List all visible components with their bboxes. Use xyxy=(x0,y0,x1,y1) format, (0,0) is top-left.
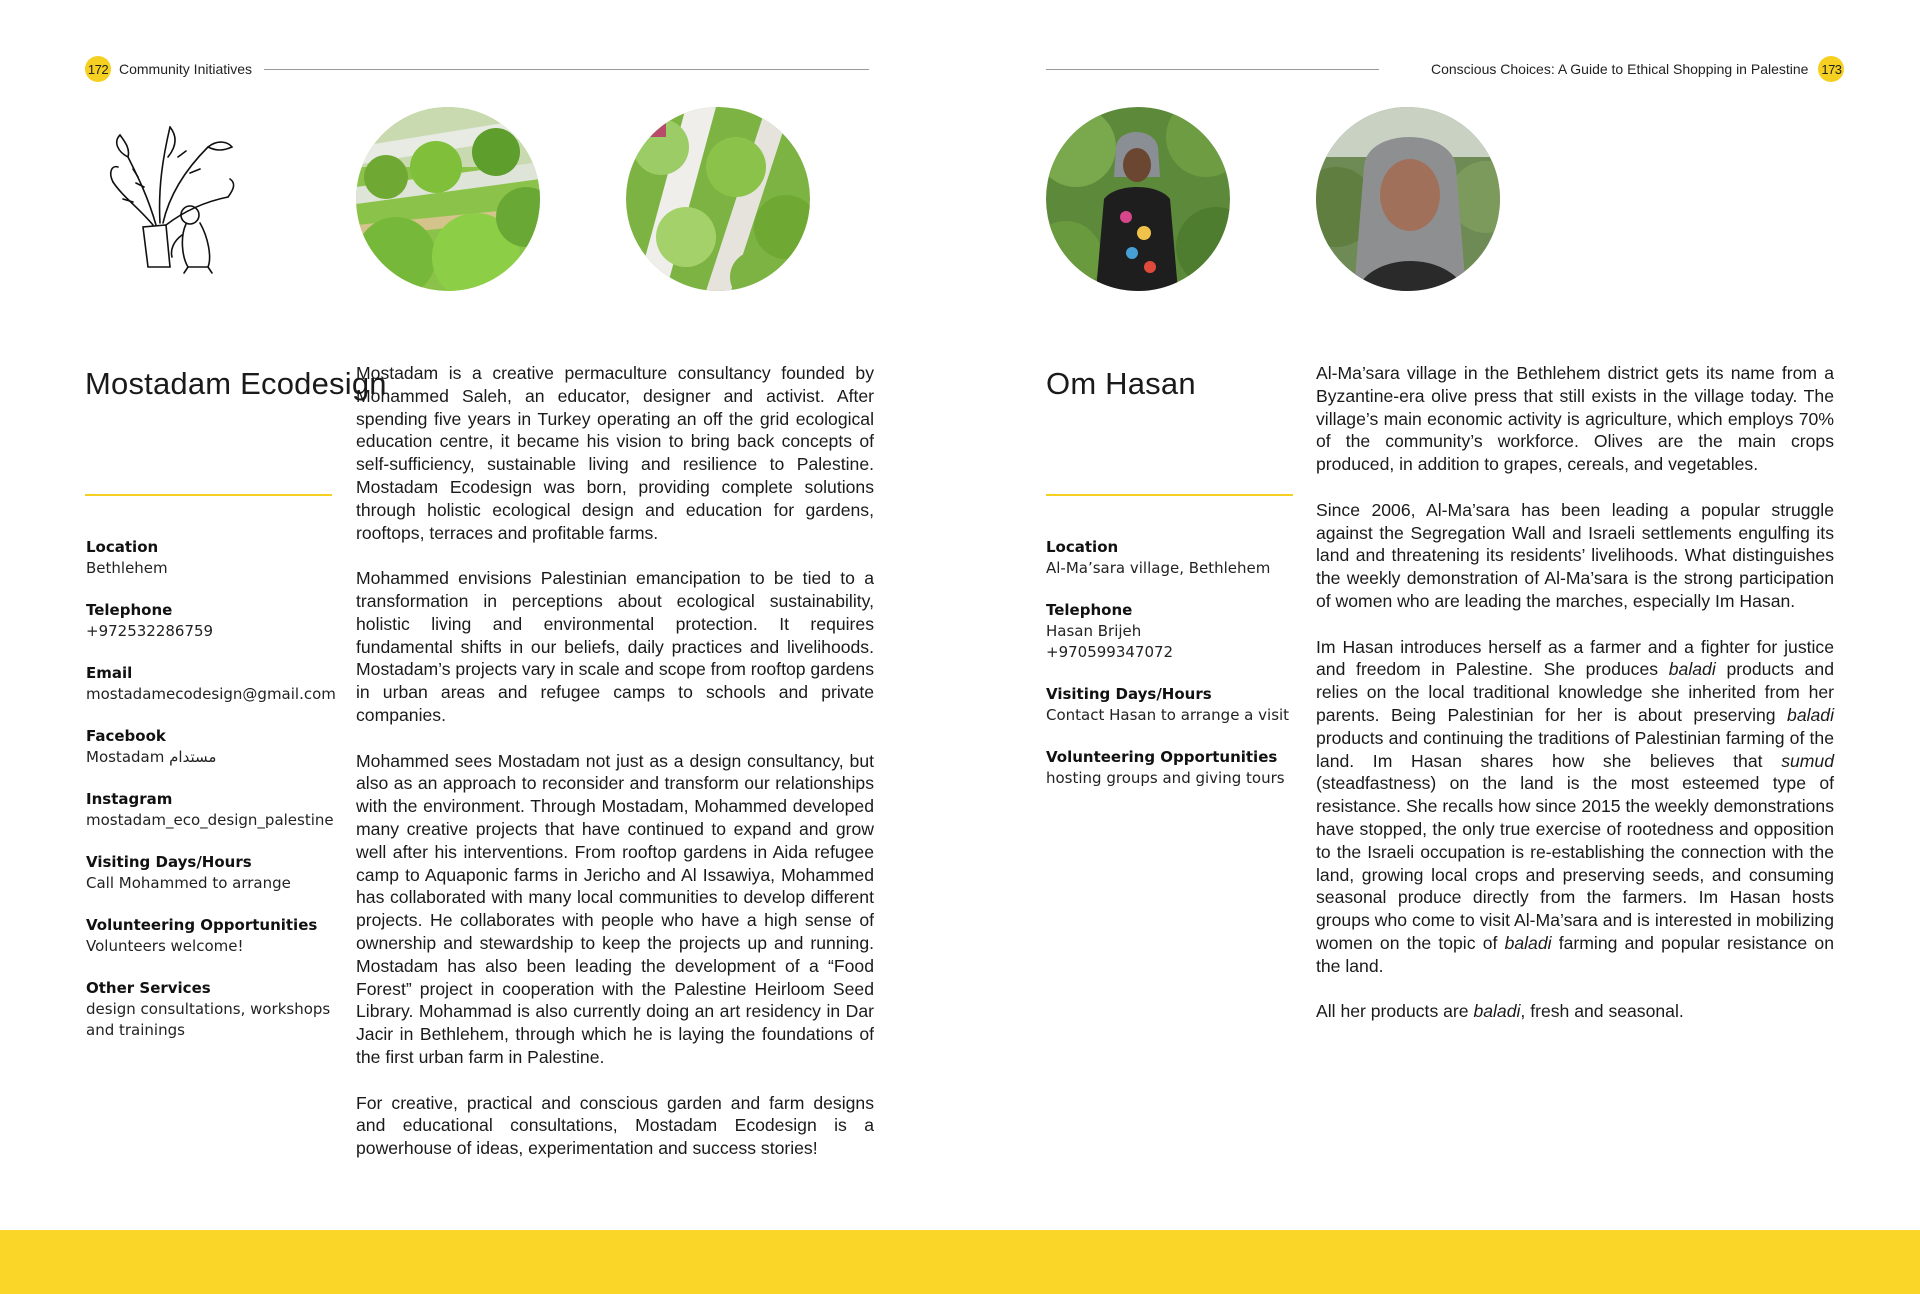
page-title: Mostadam Ecodesign xyxy=(85,366,387,401)
page-title: Om Hasan xyxy=(1046,366,1196,401)
info-label: Other Services xyxy=(86,979,211,997)
info-value: +972532286759 xyxy=(86,622,214,640)
info-block-telephone xyxy=(86,600,336,642)
italic-term: sumud xyxy=(1781,750,1834,771)
body-paragraph: Mostadam is a creative permaculture consultancy founded by Mohammed Saleh, an educator, designer and activist. After spending five years in Turkey operating an off the grid ecological education centre, it became his vision to bring back concepts of self-sufficiency, sustainable living and resilience to Palestine. Mostadam Ecodesign was born, providing complete solutions through holistic ecological design and education for gardens, rooftops, terraces and profitable farms. xyxy=(356,363,874,543)
left-header xyxy=(85,56,869,82)
text-run: products and relies on the local traditional knowledge she inherited from her parents. Being Palestinian for her is about preserving xyxy=(1316,659,1834,725)
info-label: Telephone xyxy=(86,601,173,619)
info-value: hosting groups and giving tours xyxy=(1046,769,1285,787)
text-run: farming and popular resistance on the land. xyxy=(1316,932,1834,976)
plant-figure-illustration xyxy=(108,117,238,279)
page-number-badge: 173 xyxy=(1818,56,1844,82)
info-value: mostadam_eco_design_palestine xyxy=(86,811,334,829)
running-title: Community Initiatives xyxy=(119,61,253,77)
info-value: Volunteers welcome! xyxy=(86,937,244,955)
right-header xyxy=(1046,56,1844,82)
text-run: All her products are xyxy=(1316,1001,1474,1022)
aquaponic-lettuce-photo xyxy=(356,107,540,291)
info-label: Location xyxy=(86,538,159,556)
info-value: Hasan Brijeh +970599347072 xyxy=(1046,622,1174,661)
info-block-visiting-hours xyxy=(1046,684,1296,726)
info-label: Location xyxy=(1046,538,1119,556)
info-label: Instagram xyxy=(86,790,173,808)
article-body xyxy=(356,362,874,1183)
body-paragraph: For creative, practical and conscious garden and farm designs and educational consultations, Mostadam Ecodesign is a powerhouse of ideas, experimentation and success stories! xyxy=(356,1092,874,1159)
title-divider xyxy=(85,494,332,496)
text-run: Im Hasan introduces herself as a farmer and a fighter for justice and freedom in Palestine. She produces xyxy=(1316,636,1834,680)
body-paragraph xyxy=(1316,1000,1834,1023)
italic-term: baladi xyxy=(1473,1001,1521,1022)
running-title: Conscious Choices: A Guide to Ethical Shopping in Palestine xyxy=(1431,61,1809,77)
info-block-instagram xyxy=(86,789,336,831)
info-block-telephone xyxy=(1046,600,1296,663)
info-label: Visiting Days/Hours xyxy=(1046,685,1212,703)
italic-term: baladi xyxy=(1668,659,1716,680)
hydroponic-lettuce-photo xyxy=(626,107,810,291)
info-value: design consultations, workshops and trainings xyxy=(86,1000,331,1039)
info-value: Call Mohammed to arrange xyxy=(86,874,291,892)
om-hasan-portrait-photo xyxy=(1316,107,1500,291)
text-run: products and continuing the traditions of Palestinian farming of the land. Im Hasan shares how she believes that xyxy=(1316,727,1834,771)
body-paragraph xyxy=(1316,636,1834,978)
info-block-volunteering xyxy=(1046,747,1296,789)
text-run: (steadfastness) on the land is the most esteemed type of resistance. She recalls how since 2015 the weekly demonstrations have stopped, the only true exercise of rootedness and opposition to the Israeli occupation is re-establishing the connection with the land, growing local crops and preserving seeds, and consuming seasonal produce directly from the farmers. Im Hasan hosts groups who come to visit Al-Ma’sara and is interested in mobilizing women on the topic of xyxy=(1316,773,1834,953)
info-label: Volunteering Opportunities xyxy=(86,916,318,934)
email-link[interactable]: mostadamecodesign@gmail.com xyxy=(86,685,336,703)
info-block-facebook xyxy=(86,726,336,768)
info-value: Bethlehem xyxy=(86,559,168,577)
italic-term: baladi xyxy=(1504,932,1552,953)
info-value: Al-Ma’sara village, Bethlehem xyxy=(1046,559,1271,577)
text-run: , fresh and seasonal. xyxy=(1520,1001,1684,1022)
info-block-location xyxy=(1046,537,1296,579)
title-divider xyxy=(1046,494,1293,496)
body-paragraph: Since 2006, Al-Ma’sara has been leading a popular struggle against the Segregation Wall and Israeli settlements engulfing its land and threatening its residents’ livelihoods. What distinguishes the weekly demonstration of Al-Ma’sara is the strong participation of women who are leading the marches, especially Im Hasan. xyxy=(1316,499,1834,611)
header-rule xyxy=(264,69,869,70)
contact-info-sidebar xyxy=(86,537,336,1062)
body-paragraph: Mohammed envisions Palestinian emancipation to be tied to a transformation in perceptions about ecological sustainability, holistic living and environmental protection. It requires fundamental shifts in our beliefs, daily practices and livelihoods. Mostadam’s projects vary in scale and scope from rooftop gardens in urban areas and refugee camps to schools and private companies. xyxy=(356,568,874,725)
left-page xyxy=(0,0,960,1230)
info-label: Volunteering Opportunities xyxy=(1046,748,1278,766)
contact-info-sidebar xyxy=(1046,537,1296,810)
info-block-location xyxy=(86,537,336,579)
info-label: Facebook xyxy=(86,727,166,745)
yellow-footer-band xyxy=(0,1230,1920,1294)
info-block-visiting-hours xyxy=(86,852,336,894)
info-value: Mostadam مستدام xyxy=(86,748,217,766)
info-block-other-services xyxy=(86,978,336,1041)
body-paragraph: Al-Ma’sara village in the Bethlehem district gets its name from a Byzantine-era olive press that still exists in the village today. The village’s main economic activity is agriculture, which employs 70% of the community’s workforce. Olives are the main crops produced, in addition to grapes, cereals, and vegetables. xyxy=(1316,363,1834,475)
body-paragraph: Mohammed sees Mostadam not just as a design consultancy, but also as an approach to reconsider and transform our relationships with the environment. Through Mostadam, Mohammed developed many creative projects that have continued to expand and grow well after his interventions. From rooftop gardens in Aida refugee camp to Aquaponic farms in Jericho and Al Issawiya, Mohammed has collaborated with many local communities to develop different projects. He collaborates with people who have a high sense of ownership and stewardship to keep the projects up and running. Mostadam has also been leading the development of a “Food Forest” project in cooperation with the Palestine Heirloom Seed Library. Mohammad is also currently doing an art residency in Dar Jacir in Bethlehem, through which he is laying the foundations of the first urban farm in Palestine. xyxy=(356,750,874,1067)
header-rule xyxy=(1046,69,1379,70)
page-number-badge: 172 xyxy=(85,56,111,82)
info-label: Visiting Days/Hours xyxy=(86,853,252,871)
info-value: Contact Hasan to arrange a visit xyxy=(1046,706,1290,724)
info-label: Telephone xyxy=(1046,601,1133,619)
info-block-volunteering xyxy=(86,915,336,957)
info-label: Email xyxy=(86,664,133,682)
italic-term: baladi xyxy=(1787,704,1834,725)
right-page xyxy=(960,0,1920,1230)
article-body xyxy=(1316,362,1834,1046)
info-block-email xyxy=(86,663,336,705)
farmer-in-greenhouse-photo xyxy=(1046,107,1230,291)
